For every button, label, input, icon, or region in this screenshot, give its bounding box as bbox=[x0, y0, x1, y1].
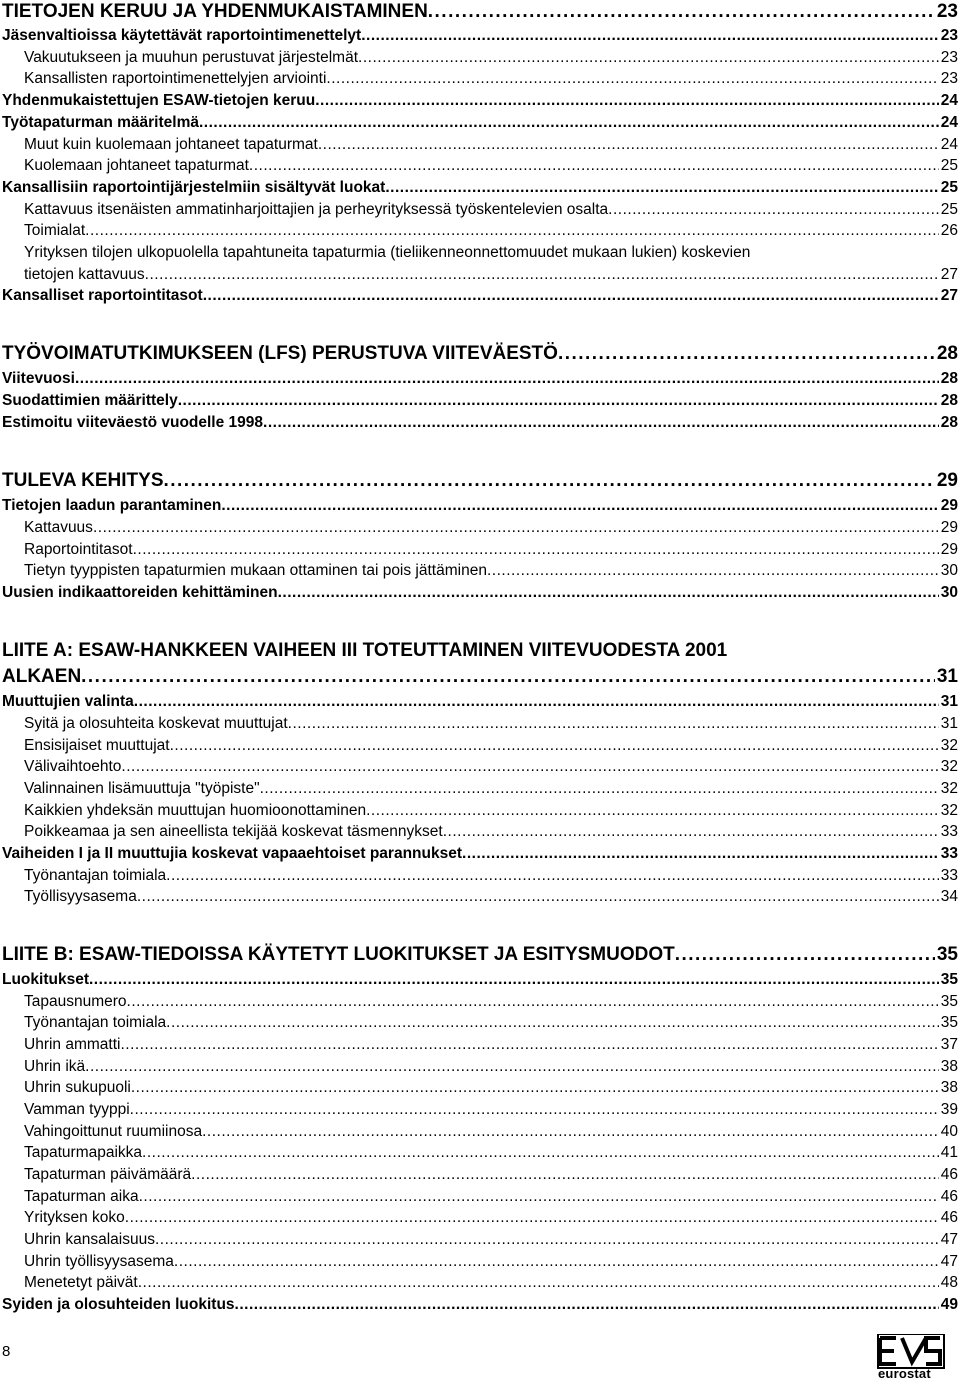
toc-entry[interactable]: Tapaturman aika . . . 46 bbox=[2, 1186, 958, 1207]
toc-entry[interactable]: Tapaturman päivämäärä . . . 46 bbox=[2, 1164, 958, 1185]
toc-entry[interactable]: Uhrin sukupuoli . . . 38 bbox=[2, 1077, 958, 1098]
toc-entry[interactable]: Kansalliset raportointitasot . . . 27 bbox=[2, 285, 958, 306]
toc-entry[interactable]: Jäsenvaltioissa käytettävät raportointimenettelyt . . . 23 bbox=[2, 25, 958, 46]
toc-entry[interactable]: Muut kuin kuolemaan johtaneet tapaturmat . . . 24 bbox=[2, 134, 958, 155]
toc-entry[interactable]: Työnantajan toimiala . . . 35 bbox=[2, 1012, 958, 1033]
toc-entry[interactable]: Tietojen laadun parantaminen . . . 29 bbox=[2, 495, 958, 516]
toc-entry[interactable]: Suodattimien määrittely . . . 28 bbox=[2, 390, 958, 411]
toc-entry[interactable]: TYÖVOIMATUTKIMUKSEEN (LFS) PERUSTUVA VIITEVÄESTÖ . . . 28 bbox=[2, 343, 958, 364]
toc-entry[interactable]: Ensisijaiset muuttujat . . . 32 bbox=[2, 735, 958, 756]
toc-entry[interactable]: Valinnainen lisämuuttuja "työpiste" . . . 32 bbox=[2, 778, 958, 799]
toc-entry[interactable]: TIETOJEN KERUU JA YHDENMUKAISTAMINEN . . . 23 bbox=[2, 1, 958, 22]
toc-entry[interactable]: Toimialat . . . 26 bbox=[2, 220, 958, 241]
toc-entry[interactable]: Tietyn tyyppisten tapaturmien mukaan ottaminen tai pois jättäminen . . . 30 bbox=[2, 560, 958, 581]
toc-entry-first-line[interactable]: LIITE A: ESAW-HANKKEEN VAIHEEN III TOTEUTTAMINEN VIITEVUODESTA 2001 bbox=[2, 640, 728, 661]
toc-entry[interactable]: Kaikkien yhdeksän muuttujan huomioonottaminen . . . 32 bbox=[2, 800, 958, 821]
toc-entry[interactable]: Uhrin kansalaisuus . . . 47 bbox=[2, 1229, 958, 1250]
toc-entry[interactable]: Tapausnumero . . . 35 bbox=[2, 991, 958, 1012]
toc-entry[interactable]: Vamman tyyppi . . . 39 bbox=[2, 1099, 958, 1120]
toc-entry[interactable]: Työllisyysasema . . . 34 bbox=[2, 886, 958, 907]
toc-entry[interactable]: Vakuutukseen ja muuhun perustuvat järjestelmät . . . 23 bbox=[2, 47, 958, 68]
toc-entry[interactable]: Kansallisiin raportointijärjestelmiin sisältyvät luokat . . . 25 bbox=[2, 177, 958, 198]
toc-entry[interactable]: Vaiheiden I ja II muuttujia koskevat vapaaehtoiset parannukset . . . 33 bbox=[2, 843, 958, 864]
toc-entry[interactable]: Yrityksen koko . . . 46 bbox=[2, 1207, 958, 1228]
toc-entry[interactable]: Kuolemaan johtaneet tapaturmat . . . 25 bbox=[2, 155, 958, 176]
toc-entry[interactable]: Työtapaturman määritelmä . . . 24 bbox=[2, 112, 958, 133]
eurostat-logo-text: eurostat bbox=[878, 1366, 931, 1381]
toc-entry[interactable]: Yhdenmukaistettujen ESAW-tietojen keruu . . . 24 bbox=[2, 90, 958, 111]
toc-entry[interactable]: ALKAEN . . . 31 bbox=[2, 666, 958, 687]
toc-entry[interactable]: Kansallisten raportointimenettelyjen arviointi . . . 23 bbox=[2, 68, 958, 89]
page-number: 8 bbox=[2, 1343, 11, 1360]
toc-entry[interactable]: Raportointitasot . . . 29 bbox=[2, 539, 958, 560]
toc-entry[interactable]: Syitä ja olosuhteita koskevat muuttujat . . . 31 bbox=[2, 713, 958, 734]
toc-entry[interactable]: Uhrin ammatti . . . 37 bbox=[2, 1034, 958, 1055]
toc-entry[interactable]: Välivaihtoehto . . . 32 bbox=[2, 756, 958, 777]
toc-entry[interactable]: Viitevuosi . . . 28 bbox=[2, 368, 958, 389]
toc-entry[interactable]: Menetetyt päivät . . . 48 bbox=[2, 1272, 958, 1293]
toc-entry[interactable]: Uusien indikaattoreiden kehittäminen . . . 30 bbox=[2, 582, 958, 603]
toc-entry[interactable]: Estimoitu viiteväestö vuodelle 1998 . . . 28 bbox=[2, 412, 958, 433]
toc-entry[interactable]: Vahingoittunut ruumiinosa . . . 40 bbox=[2, 1121, 958, 1142]
toc-entry[interactable]: Uhrin ikä . . . 38 bbox=[2, 1056, 958, 1077]
toc-entry[interactable]: Poikkeamaa ja sen aineellista tekijää koskevat täsmennykset . . . 33 bbox=[2, 821, 958, 842]
toc-entry[interactable]: Uhrin työllisyysasema . . . 47 bbox=[2, 1251, 958, 1272]
toc-entry[interactable]: TULEVA KEHITYS . . . 29 bbox=[2, 470, 958, 491]
toc-entry[interactable]: Kattavuus . . . 29 bbox=[2, 517, 958, 538]
toc-entry[interactable]: Muuttujien valinta . . . 31 bbox=[2, 691, 958, 712]
toc-entry[interactable]: Tapaturmapaikka . . . 41 bbox=[2, 1142, 958, 1163]
toc-entry[interactable]: Kattavuus itsenäisten ammatinharjoittajien ja perheyrityksessä työskentelevien osalta . . . 25 bbox=[2, 199, 958, 220]
toc-entry-first-line[interactable]: Yrityksen tilojen ulkopuolella tapahtuneita tapaturmia (tieliikenneonnettomuudet mukaan lukien) koskevien bbox=[24, 244, 751, 261]
toc-entry[interactable]: Luokitukset . . . 35 bbox=[2, 969, 958, 990]
toc-entry[interactable]: LIITE B: ESAW-TIEDOISSA KÄYTETYT LUOKITUKSET JA ESITYSMUODOT . . . 35 bbox=[2, 944, 958, 965]
toc-entry[interactable]: Työnantajan toimiala . . . 33 bbox=[2, 865, 958, 886]
toc-entry[interactable]: tietojen kattavuus . . . 27 bbox=[2, 264, 958, 285]
toc-entry[interactable]: Syiden ja olosuhteiden luokitus . . . 49 bbox=[2, 1294, 958, 1315]
